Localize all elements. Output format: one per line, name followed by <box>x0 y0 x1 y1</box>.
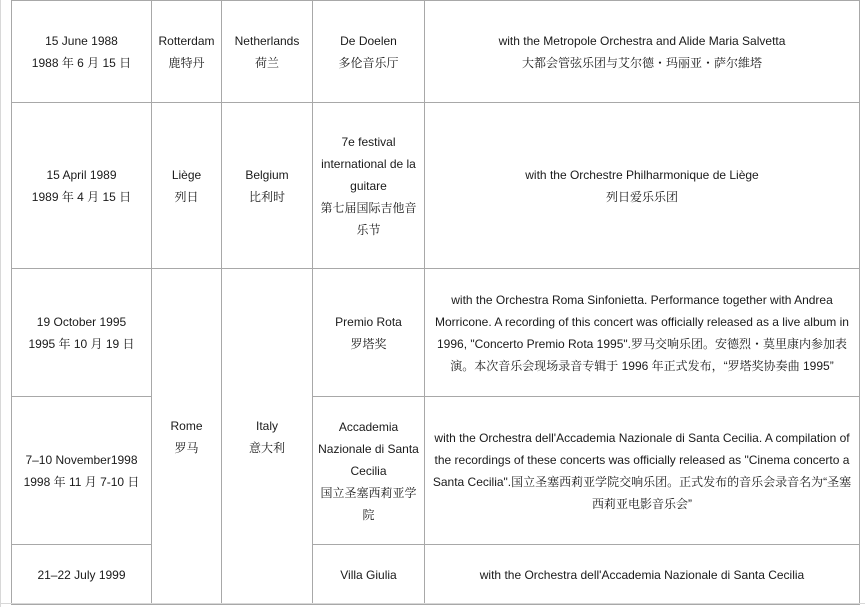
city-cell <box>152 103 222 269</box>
date-en: 15 April 1989 <box>46 167 117 182</box>
notes-cell <box>425 103 860 269</box>
venue-zh: 国立圣塞西莉亚学院 <box>320 485 417 522</box>
table-row <box>12 397 860 545</box>
notes-en: with the Orchestra Roma Sinfonietta. Performance together with Andrea Morricone. A recording of this concert was officially released as a live album in 1996, "Concerto Premio Rota 1995". <box>435 292 849 351</box>
date-zh: 1998 年 11 月 7-10 日 <box>23 474 140 489</box>
notes-cell <box>425 1 860 103</box>
page-left-border <box>0 0 1 607</box>
country-zh: 意大利 <box>248 440 285 455</box>
date-cell <box>12 397 152 545</box>
venue-cell <box>313 545 425 605</box>
venue-zh: 罗塔奖 <box>350 336 387 351</box>
city-cell-rome <box>152 269 222 605</box>
city-zh: 罗马 <box>174 440 199 455</box>
date-en: 15 June 1988 <box>45 33 118 48</box>
table-row <box>12 1 860 103</box>
city-zh: 鹿特丹 <box>168 55 205 70</box>
date-en: 19 October 1995 <box>36 314 127 329</box>
country-cell <box>222 103 313 269</box>
date-cell <box>12 1 152 103</box>
city-cell <box>152 1 222 103</box>
city-en: Rotterdam <box>158 33 215 48</box>
country-en: Italy <box>255 418 278 433</box>
city-zh: 列日 <box>174 189 199 204</box>
country-cell-italy <box>222 269 313 605</box>
date-en: 21–22 July 1999 <box>37 567 126 582</box>
notes-en: with the Orchestra dell'Accademia Nazionale di Santa Cecilia. A compilation of the recordings of these concerts was officially released as "Cinema concerto a Santa Cecilia". <box>432 430 850 489</box>
notes-en: with the Orchestra dell'Accademia Nazionale di Santa Cecilia <box>479 567 805 582</box>
notes-zh: 罗马交响乐团。安德烈・莫里康内参加表演。本次音乐会现场录音专辑于 1996 年正式发布，“罗塔奖协奏曲 1995” <box>450 336 847 373</box>
venue-en: 7e festival international de la guitare <box>321 134 416 193</box>
venue-cell <box>313 103 425 269</box>
venue-cell <box>313 397 425 545</box>
date-zh: 1995 年 10 月 19 日 <box>28 336 135 351</box>
venue-zh: 多伦音乐厅 <box>338 55 399 70</box>
date-cell <box>12 103 152 269</box>
date-cell <box>12 545 152 605</box>
date-zh: 1989 年 4 月 15 日 <box>31 189 132 204</box>
date-cell <box>12 269 152 397</box>
date-en: 7–10 November1998 <box>25 452 138 467</box>
country-en: Belgium <box>245 167 289 182</box>
venue-cell <box>313 269 425 397</box>
notes-cell <box>425 545 860 605</box>
table-row <box>12 103 860 269</box>
city-en: Rome <box>170 418 203 433</box>
page-bottom-border <box>0 603 865 604</box>
notes-en: with the Metropole Orchestra and Alide Maria Salvetta <box>498 33 786 48</box>
venue-en: Accademia Nazionale di Santa Cecilia <box>318 419 419 478</box>
notes-cell <box>425 269 860 397</box>
venue-en: De Doelen <box>340 33 397 48</box>
venue-cell <box>313 1 425 103</box>
country-zh: 比利时 <box>248 189 285 204</box>
notes-zh: 大都会管弦乐团与艾尔德・玛丽亚・萨尔維塔 <box>521 55 762 70</box>
table-row <box>12 545 860 605</box>
table-row <box>12 269 860 397</box>
country-zh: 荷兰 <box>254 55 279 70</box>
notes-zh: 列日爱乐乐团 <box>605 189 678 204</box>
country-cell <box>222 1 313 103</box>
notes-en: with the Orchestre Philharmonique de Liège <box>525 167 759 182</box>
country-en: Netherlands <box>234 33 300 48</box>
date-zh: 1988 年 6 月 15 日 <box>31 55 132 70</box>
venue-zh: 第七届国际吉他音乐节 <box>320 200 417 237</box>
notes-cell <box>425 397 860 545</box>
concerts-table <box>11 0 860 605</box>
venue-en: Villa Giulia <box>340 567 397 582</box>
venue-en: Premio Rota <box>335 314 402 329</box>
city-en: Liège <box>171 167 202 182</box>
notes-zh: 国立圣塞西莉亚学院交响乐团。正式发布的音乐会录音名为“圣塞西莉亚电影音乐会” <box>511 474 852 511</box>
